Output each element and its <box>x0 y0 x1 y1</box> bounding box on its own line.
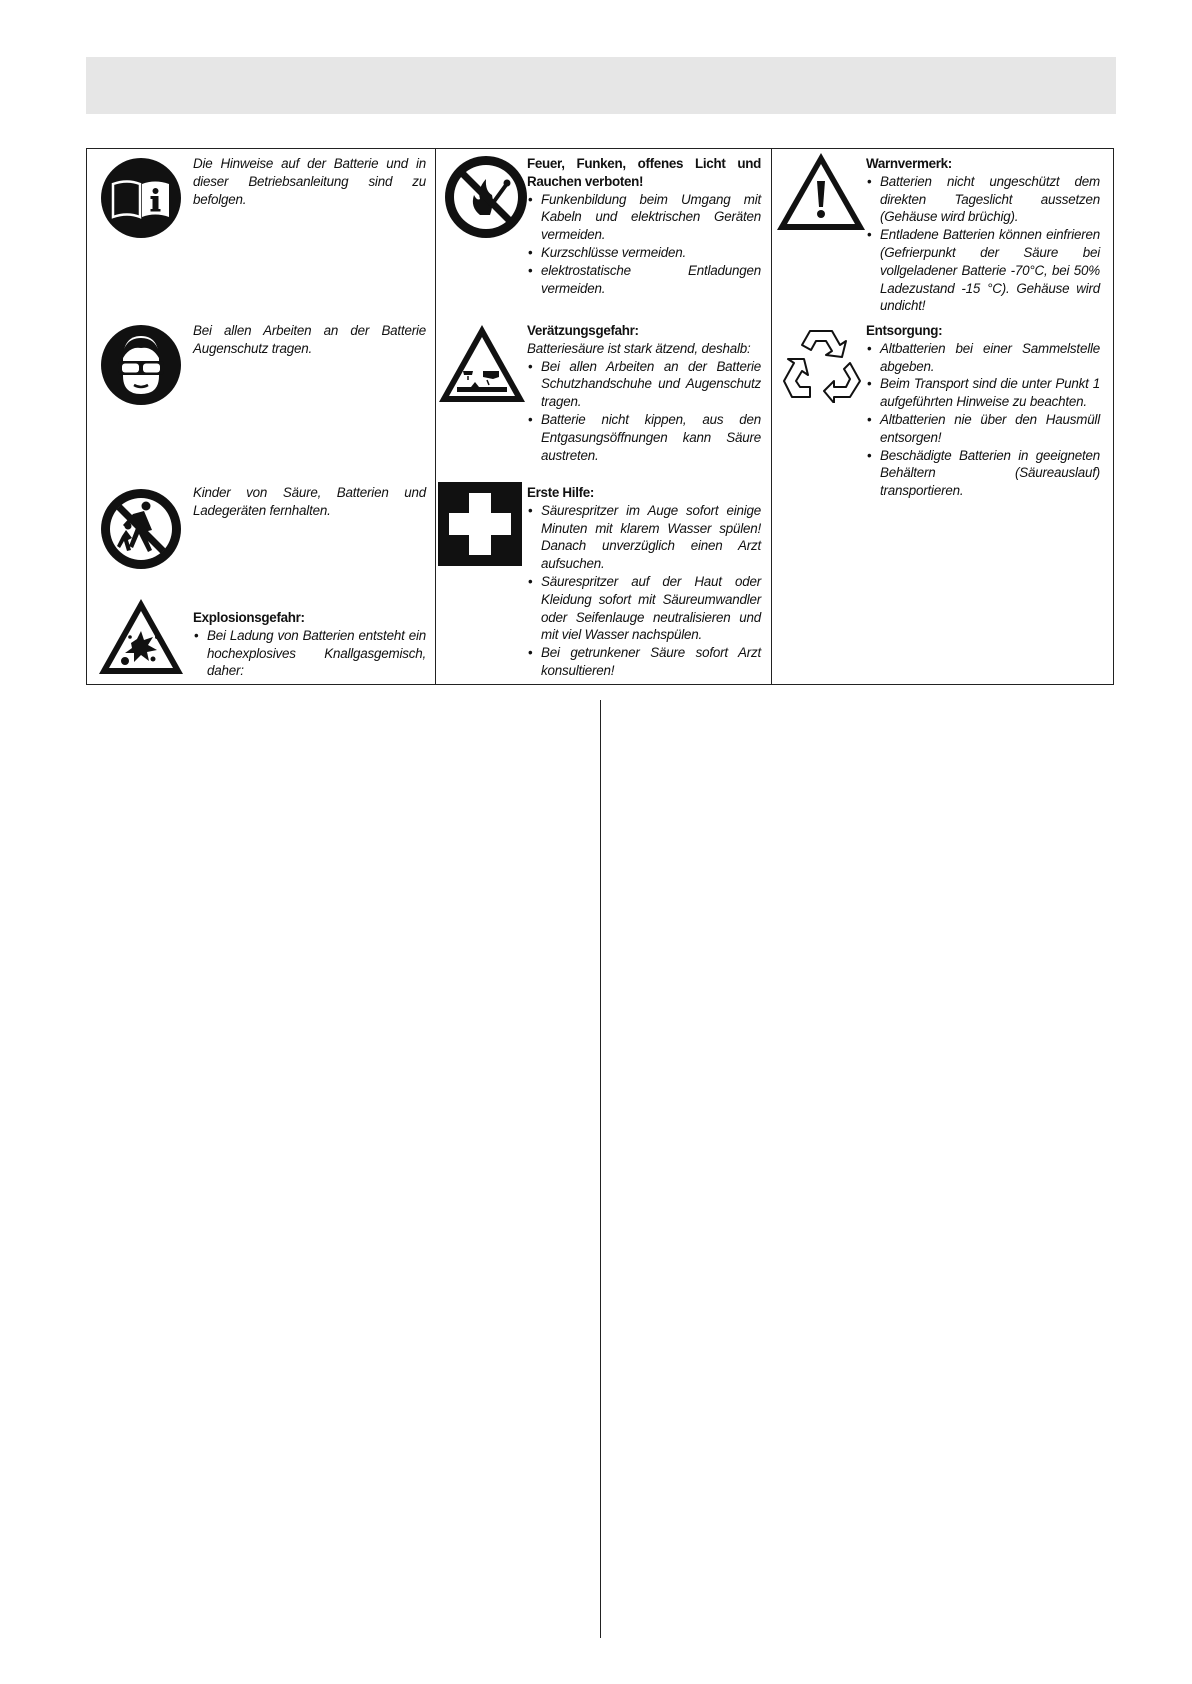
explosion-title: Explosionsgefahr: <box>193 610 305 625</box>
explosion-item: • Bei Ladung von Batterien entsteht ein hochexplosives Knallgasgemisch, daher: <box>193 627 426 680</box>
warning-title: Warnvermerk: <box>866 156 952 171</box>
corrosive-item: • Batterie nicht kippen, aus den Entgasungsöffnungen kann Säure austreten. <box>527 411 761 464</box>
manual-info-icon <box>100 157 182 239</box>
warning-exclamation-icon <box>775 151 867 233</box>
column-divider <box>771 149 772 684</box>
eye-protection-icon <box>100 324 182 406</box>
firstaid-item: • Bei getrunkener Säure sofort Arzt konsultieren! <box>527 644 761 680</box>
first-aid-icon <box>438 482 522 566</box>
firstaid-item: • Säurespritzer im Auge sofort einige Minuten mit klarem Wasser spülen! Danach unverzüglich einen Arzt aufsuchen. <box>527 502 761 573</box>
info-text: Die Hinweise auf der Batterie und in dieser Betriebsanleitung sind zu befolgen. <box>193 156 426 207</box>
no-open-flame-icon <box>444 155 528 239</box>
warning-item: • Entladene Batterien können einfrieren (Gefrierpunkt der Säure bei vollgeladener Batterie -70°C, bei 50% Ladezustand -15 °C). Gehäuse wird undicht! <box>866 226 1100 315</box>
disposal-item: • Beschädigte Batterien in geeigneten Behältern (Säureauslauf) transportieren. <box>866 447 1100 500</box>
disposal-title: Entsorgung: <box>866 323 943 338</box>
warning-text <box>866 155 1100 315</box>
recycling-icon <box>780 319 864 403</box>
explosion-hazard-icon <box>97 597 185 677</box>
disposal-item: • Altbatterien nie über den Hausmüll entsorgen! <box>866 411 1100 447</box>
fire-text <box>527 155 761 297</box>
header-bar <box>86 57 1116 114</box>
fire-item: • Kurzschlüsse vermeiden. <box>527 244 761 262</box>
keep-children-away-icon <box>100 488 182 570</box>
corrosive-item: • Bei allen Arbeiten an der Batterie Schutzhandschuhe und Augenschutz tragen. <box>527 358 761 411</box>
firstaid-text <box>527 484 761 680</box>
corrosive-text <box>527 322 761 464</box>
disposal-item: • Beim Transport sind die unter Punkt 1 aufgeführten Hinweise zu beachten. <box>866 375 1100 411</box>
safety-symbols-panel <box>86 148 1114 685</box>
fire-item: • elektrostatische Entladungen vermeiden. <box>527 262 761 298</box>
disposal-item: • Altbatterien bei einer Sammelstelle abgeben. <box>866 340 1100 376</box>
corrosive-subtitle: Batteriesäure ist stark ätzend, deshalb: <box>527 340 751 356</box>
corrosive-title: Verätzungsgefahr: <box>527 323 639 338</box>
goggles-text: Bei allen Arbeiten an der Batterie Augenschutz tragen. <box>193 323 426 356</box>
children-text: Kinder von Säure, Batterien und Ladegeräten fernhalten. <box>193 485 426 518</box>
firstaid-item: • Säurespritzer auf der Haut oder Kleidung sofort mit Säureumwandler oder Seifenlauge neutralisieren und mit viel Wasser nachspülen. <box>527 573 761 644</box>
fire-title: Feuer, Funken, offenes Licht und Rauchen verboten! <box>527 156 761 189</box>
fire-item: • Funkenbildung beim Umgang mit Kabeln und elektrischen Geräten vermeiden. <box>527 191 761 244</box>
corrosive-hazard-icon <box>437 323 527 405</box>
column-divider <box>435 149 436 684</box>
firstaid-title: Erste Hilfe: <box>527 485 595 500</box>
explosion-text <box>193 609 426 680</box>
disposal-text <box>866 322 1100 500</box>
warning-item: • Batterien nicht ungeschützt dem direkten Tageslicht aussetzen (Gehäuse wird brüchig). <box>866 173 1100 226</box>
page-column-rule <box>600 700 601 1638</box>
